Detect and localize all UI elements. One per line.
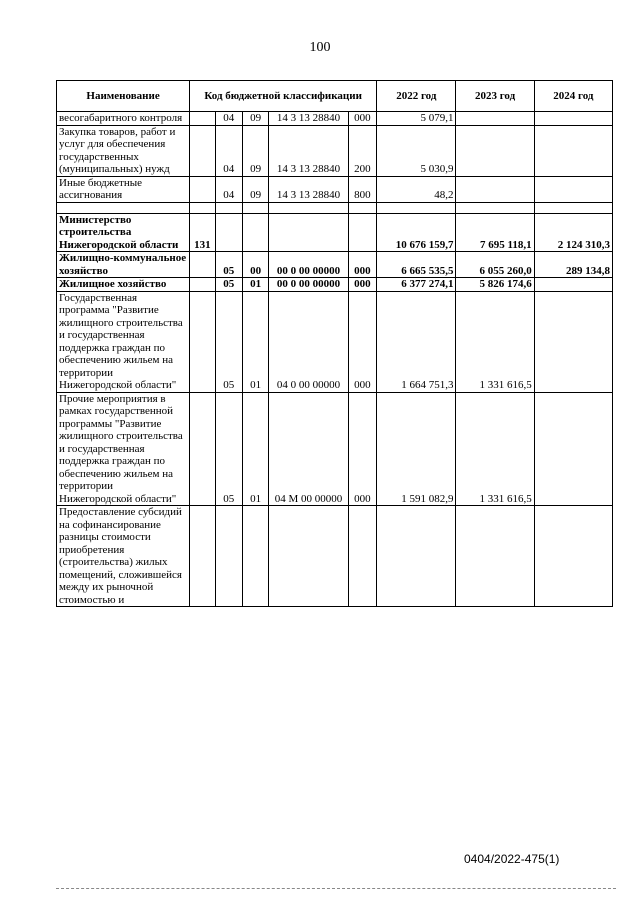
code-cell <box>190 125 215 176</box>
row-name: Иные бюджетные ассигнования <box>57 176 190 202</box>
value-2022: 1 591 082,9 <box>377 392 456 506</box>
code-cell <box>242 213 268 252</box>
code-cell: 14 3 13 28840 <box>269 176 348 202</box>
code-cell <box>190 278 215 292</box>
code-cell: 04 <box>215 176 242 202</box>
code-cell: 05 <box>215 291 242 392</box>
code-cell: 200 <box>348 125 377 176</box>
code-cell <box>190 291 215 392</box>
header-name: Наименование <box>57 81 190 112</box>
code-cell <box>215 506 242 607</box>
code-cell: 131 <box>190 213 215 252</box>
code-cell <box>348 213 377 252</box>
value-2023: 6 055 260,0 <box>456 252 534 278</box>
code-cell <box>190 252 215 278</box>
code-cell: 01 <box>242 278 268 292</box>
code-cell <box>190 176 215 202</box>
value-2022: 1 664 751,3 <box>377 291 456 392</box>
value-2023: 5 826 174,6 <box>456 278 534 292</box>
code-cell: 05 <box>215 278 242 292</box>
value-2022: 10 676 159,7 <box>377 213 456 252</box>
code-cell: 00 <box>242 252 268 278</box>
code-cell: 000 <box>348 278 377 292</box>
code-cell: 000 <box>348 392 377 506</box>
value-2023 <box>456 176 534 202</box>
value-2023 <box>456 112 534 126</box>
code-cell: 05 <box>215 252 242 278</box>
value-2024: 289 134,8 <box>534 252 612 278</box>
table-row <box>57 125 613 176</box>
header-row <box>57 81 613 112</box>
code-cell: 09 <box>242 176 268 202</box>
value-2022: 48,2 <box>377 176 456 202</box>
code-cell: 14 3 13 28840 <box>269 125 348 176</box>
table-row <box>57 278 613 292</box>
value-2024: 2 124 310,3 <box>534 213 612 252</box>
table-row <box>57 176 613 202</box>
code-cell: 09 <box>242 112 268 126</box>
header-code: Код бюджетной классификации <box>190 81 377 112</box>
value-2023: 1 331 616,5 <box>456 291 534 392</box>
code-cell: 00 0 00 00000 <box>269 252 348 278</box>
value-2024 <box>534 291 612 392</box>
budget-table <box>56 80 613 607</box>
table-row <box>57 291 613 392</box>
code-cell <box>348 506 377 607</box>
row-name: Прочие мероприятия в рамках государственной программы "Развитие жилищного строительства и государственная поддержка граждан по обеспечению жильем на территории Нижегородской области" <box>57 392 190 506</box>
document-code: 0404/2022-475(1) <box>464 852 560 866</box>
table-row <box>57 112 613 126</box>
code-cell <box>190 112 215 126</box>
code-cell <box>269 506 348 607</box>
spacer-row <box>57 202 613 213</box>
code-cell: 000 <box>348 291 377 392</box>
header-2022: 2022 год <box>377 81 456 112</box>
value-2022 <box>377 506 456 607</box>
value-2023: 7 695 118,1 <box>456 213 534 252</box>
page-number: 100 <box>309 40 331 55</box>
code-cell <box>190 392 215 506</box>
code-cell <box>242 506 268 607</box>
code-cell <box>190 506 215 607</box>
row-name: весогабаритного контроля <box>57 112 190 126</box>
code-cell: 04 <box>215 112 242 126</box>
value-2023: 1 331 616,5 <box>456 392 534 506</box>
code-cell <box>269 213 348 252</box>
code-cell: 09 <box>242 125 268 176</box>
value-2024 <box>534 506 612 607</box>
value-2023 <box>456 125 534 176</box>
value-2024 <box>534 112 612 126</box>
value-2024 <box>534 392 612 506</box>
table-row <box>57 392 613 506</box>
code-cell: 14 3 13 28840 <box>269 112 348 126</box>
header-2024: 2024 год <box>534 81 612 112</box>
code-cell: 05 <box>215 392 242 506</box>
row-name: Предоставление субсидий на софинансирование разницы стоимости приобретения (строительства) жилых помещений, сложившейся между их рыночной стоимостью и <box>57 506 190 607</box>
row-name: Жилищно-коммунальное хозяйство <box>57 252 190 278</box>
value-2023 <box>456 506 534 607</box>
table-row <box>57 506 613 607</box>
code-cell: 04 М 00 00000 <box>269 392 348 506</box>
page-bottom-divider <box>56 888 616 889</box>
table-row <box>57 252 613 278</box>
value-2024 <box>534 278 612 292</box>
row-name: Министерство строительства Нижегородской области <box>57 213 190 252</box>
table-row <box>57 213 613 252</box>
code-cell <box>215 213 242 252</box>
row-name: Государственная программа "Развитие жилищного строительства и государственная поддержка граждан по обеспечению жильем на территории Нижегородской области" <box>57 291 190 392</box>
row-name: Закупка товаров, работ и услуг для обеспечения государственных (муниципальных) нужд <box>57 125 190 176</box>
code-cell: 01 <box>242 392 268 506</box>
value-2022: 5 079,1 <box>377 112 456 126</box>
code-cell: 01 <box>242 291 268 392</box>
code-cell: 04 0 00 00000 <box>269 291 348 392</box>
value-2022: 5 030,9 <box>377 125 456 176</box>
code-cell: 800 <box>348 176 377 202</box>
value-2022: 6 377 274,1 <box>377 278 456 292</box>
code-cell: 000 <box>348 252 377 278</box>
code-cell: 04 <box>215 125 242 176</box>
header-2023: 2023 год <box>456 81 534 112</box>
value-2022: 6 665 535,5 <box>377 252 456 278</box>
code-cell: 00 0 00 00000 <box>269 278 348 292</box>
value-2024 <box>534 125 612 176</box>
row-name: Жилищное хозяйство <box>57 278 190 292</box>
value-2024 <box>534 176 612 202</box>
code-cell: 000 <box>348 112 377 126</box>
